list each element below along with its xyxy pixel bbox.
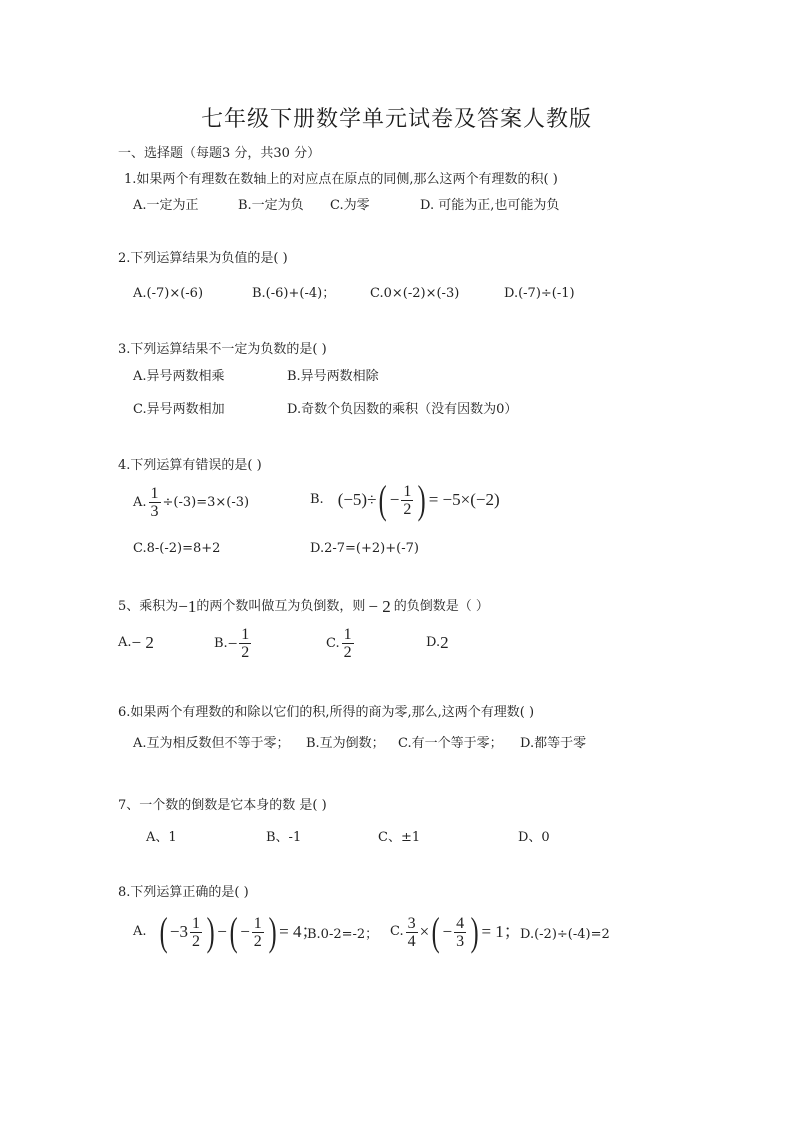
fraction: $\frac{1}{2}$	[191, 914, 200, 950]
question-1-option-d: D. 可能为正,也可能为负	[420, 198, 560, 213]
question-7-option-d: D、0	[518, 830, 550, 845]
question-5-option-d: D. 2	[426, 633, 449, 652]
question-5-option-b: B. − $\frac{1}{2}$	[214, 626, 250, 661]
question-4-option-c: C.8-(-2)=8+2	[133, 541, 221, 556]
question-7-option-a: A、1	[146, 830, 177, 845]
question-1-option-b: B.一定为负	[238, 198, 304, 213]
question-5-option-a: A. − 2	[118, 633, 154, 652]
fraction: $\frac{3}{4}$	[407, 914, 416, 950]
question-2-option-c: C.0×(-2)×(-3)	[370, 286, 460, 301]
fraction: $\frac{1}{2}$	[253, 914, 262, 950]
question-4-option-b: B. (−5)÷ ( − $\frac{1}{2}$ ) = −5×(−2)	[310, 477, 500, 522]
right-paren: )	[470, 909, 479, 954]
question-5-option-c: C. $\frac{1}{2}$	[326, 626, 352, 661]
option-label: A.	[133, 494, 147, 510]
right-paren: )	[268, 909, 277, 954]
document-title: 七年级下册数学单元试卷及答案人教版	[200, 107, 592, 132]
question-4-stem: 4.下列运算有错误的是( )	[118, 458, 262, 473]
right-paren: )	[418, 477, 427, 522]
question-6-option-c: C.有一个等于零；	[398, 736, 503, 751]
question-8-option-a: A. ( −3 $\frac{1}{2}$ ) − ( − $\frac{1}{2}$ ) = 4；	[133, 909, 319, 954]
question-8-option-b: B.0-2=-2；	[307, 927, 379, 942]
question-1-option-a: A.一定为正	[133, 198, 199, 213]
left-paren: (	[431, 909, 440, 954]
question-8-option-d: D.(-2)÷(-4)=2	[520, 927, 610, 942]
fraction: $\frac{1}{3}$	[150, 485, 159, 520]
fraction: $\frac{1}{2}$	[343, 626, 352, 661]
question-4-option-d: D.2-7=(+2)+(-7)	[310, 541, 419, 556]
question-6-option-d: D.都等于零	[520, 736, 587, 751]
option-label: B.	[310, 492, 324, 507]
question-6-stem: 6.如果两个有理数的和除以它们的积,所得的商为零,那么,这两个有理数( )	[118, 705, 535, 720]
right-paren: )	[206, 909, 215, 954]
question-2-option-d: D.(-7)÷(-1)	[504, 286, 575, 301]
question-3-option-b: B.异号两数相除	[287, 369, 379, 384]
fraction: $\frac{1}{2}$	[241, 626, 250, 661]
question-6-option-b: B.互为倒数；	[306, 736, 385, 751]
question-4-option-a	[133, 485, 249, 520]
question-3-option-a: A.异号两数相乘	[133, 369, 225, 384]
question-6-option-a: A.互为相反数但不等于零；	[133, 736, 290, 751]
fraction: $\frac{1}{2}$	[403, 482, 412, 518]
question-1-stem: 1.如果两个有理数在数轴上的对应点在原点的同侧,那么这两个有理数的积( )	[124, 172, 558, 187]
question-7-option-b: B、-1	[266, 830, 302, 845]
question-2-option-a: A.(-7)×(-6)	[133, 286, 204, 301]
left-paren: (	[379, 477, 388, 522]
question-2-stem: 2.下列运算结果为负值的是( )	[118, 251, 288, 266]
question-7-stem: 7、一个数的倒数是它本身的数 是( )	[118, 798, 327, 813]
question-1-option-c: C.为零	[330, 198, 370, 213]
expression: ÷(-3)=3×(-3)	[162, 494, 250, 510]
question-7-option-c: C、±1	[378, 830, 421, 845]
question-5-stem: 5、乘积为 −1 的两个数叫做互为负倒数，则 − 2 的负倒数是（ ）	[118, 597, 489, 616]
question-8-stem: 8.下列运算正确的是( )	[118, 885, 249, 900]
section-heading: 一、选择题（每题3 分，共30 分）	[118, 146, 321, 161]
question-3-option-c: C.异号两数相加	[133, 402, 225, 417]
left-paren: (	[229, 909, 238, 954]
question-3-option-d: D.奇数个负因数的乘积（没有因数为0）	[287, 402, 518, 417]
question-2-option-b: B.(-6)+(-4)；	[252, 286, 336, 301]
left-paren: (	[159, 909, 168, 954]
fraction: $\frac{4}{3}$	[456, 914, 465, 950]
question-8-option-c: C. $\frac{3}{4}$ × ( − $\frac{4}{3}$ ) = 1；	[390, 909, 521, 954]
question-3-stem: 3.下列运算结果不一定为负数的是( )	[118, 342, 327, 357]
